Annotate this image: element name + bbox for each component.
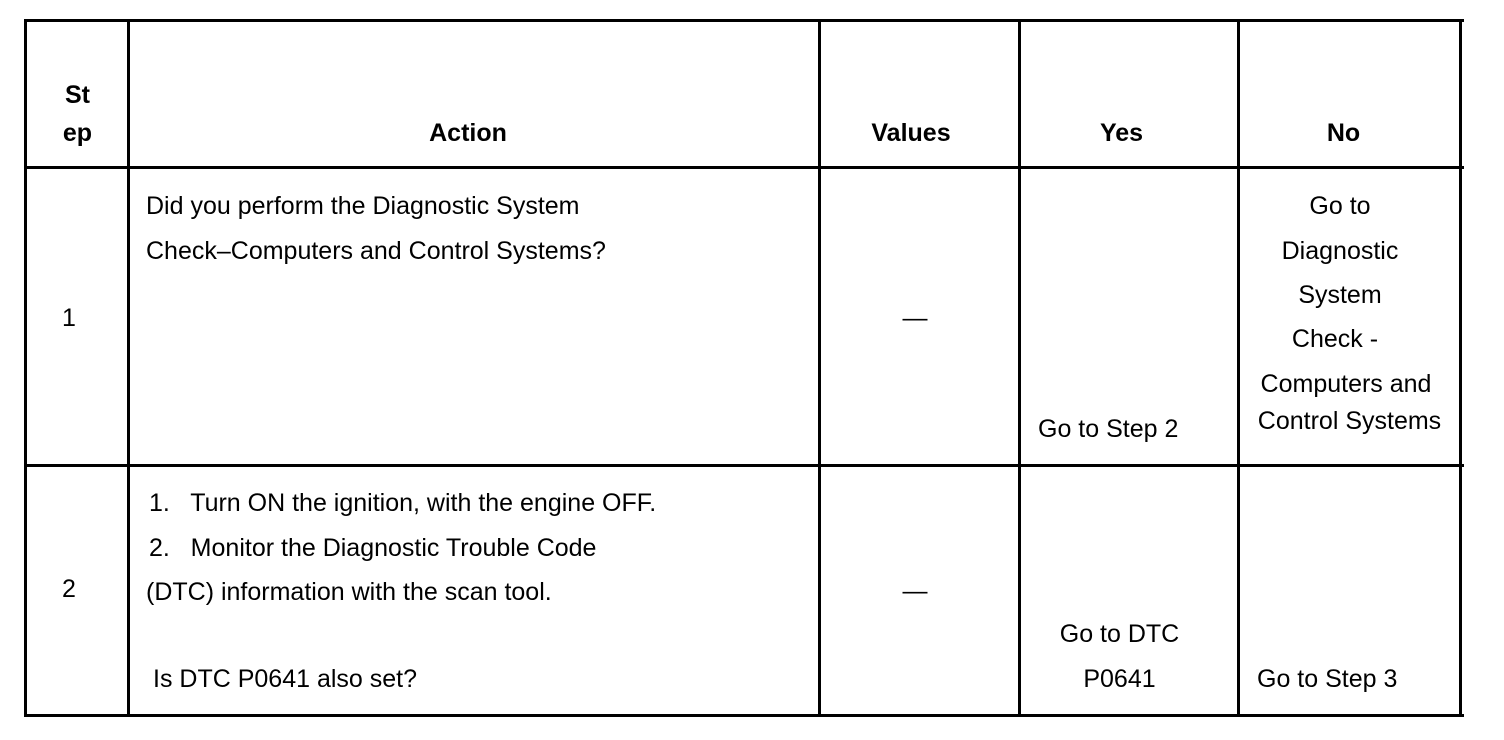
row2-action-line4: Is DTC P0641 also set? — [153, 665, 418, 693]
row1-no-line3: System — [1298, 281, 1382, 309]
header-values: Values — [871, 119, 951, 147]
row2-action-line3: (DTC) information with the scan tool. — [146, 578, 552, 606]
row2-yes-line1: Go to DTC — [1059, 620, 1180, 648]
header-no: No — [1326, 119, 1361, 147]
row1-no-line6: Control Systems — [1257, 407, 1442, 435]
header-step-line1: St — [65, 81, 90, 109]
row2-no: Go to Step 3 — [1257, 665, 1398, 693]
row1-no-line4: Check - — [1291, 325, 1379, 353]
row1-no-line1: Go to — [1309, 192, 1371, 220]
table-top-border — [24, 19, 1464, 22]
row2-yes-line2: P0641 — [1083, 665, 1156, 693]
row1-no-line5: Computers and — [1260, 370, 1432, 398]
table-right-border — [1459, 19, 1462, 717]
row2-step: 2 — [62, 575, 76, 603]
row2-action-line2: 2. Monitor the Diagnostic Trouble Code — [149, 534, 597, 562]
row2-action-line1: 1. Turn ON the ignition, with the engine OFF. — [149, 489, 657, 517]
row1-action-line1: Did you perform the Diagnostic System — [146, 192, 580, 220]
header-bottom-border — [24, 166, 1464, 169]
header-yes: Yes — [1099, 119, 1144, 147]
header-action: Action — [429, 119, 507, 147]
row1-step: 1 — [62, 304, 76, 332]
row1-no-line2: Diagnostic — [1281, 237, 1399, 265]
row2-value: — — [902, 577, 928, 605]
row1-bottom-border — [24, 464, 1464, 467]
table-bottom-border — [24, 714, 1464, 717]
row1-value: — — [902, 304, 928, 332]
row1-action-line2: Check–Computers and Control Systems? — [146, 237, 606, 265]
header-step-line2: ep — [62, 119, 93, 147]
table-left-border — [24, 19, 27, 717]
row1-yes: Go to Step 2 — [1038, 415, 1179, 443]
